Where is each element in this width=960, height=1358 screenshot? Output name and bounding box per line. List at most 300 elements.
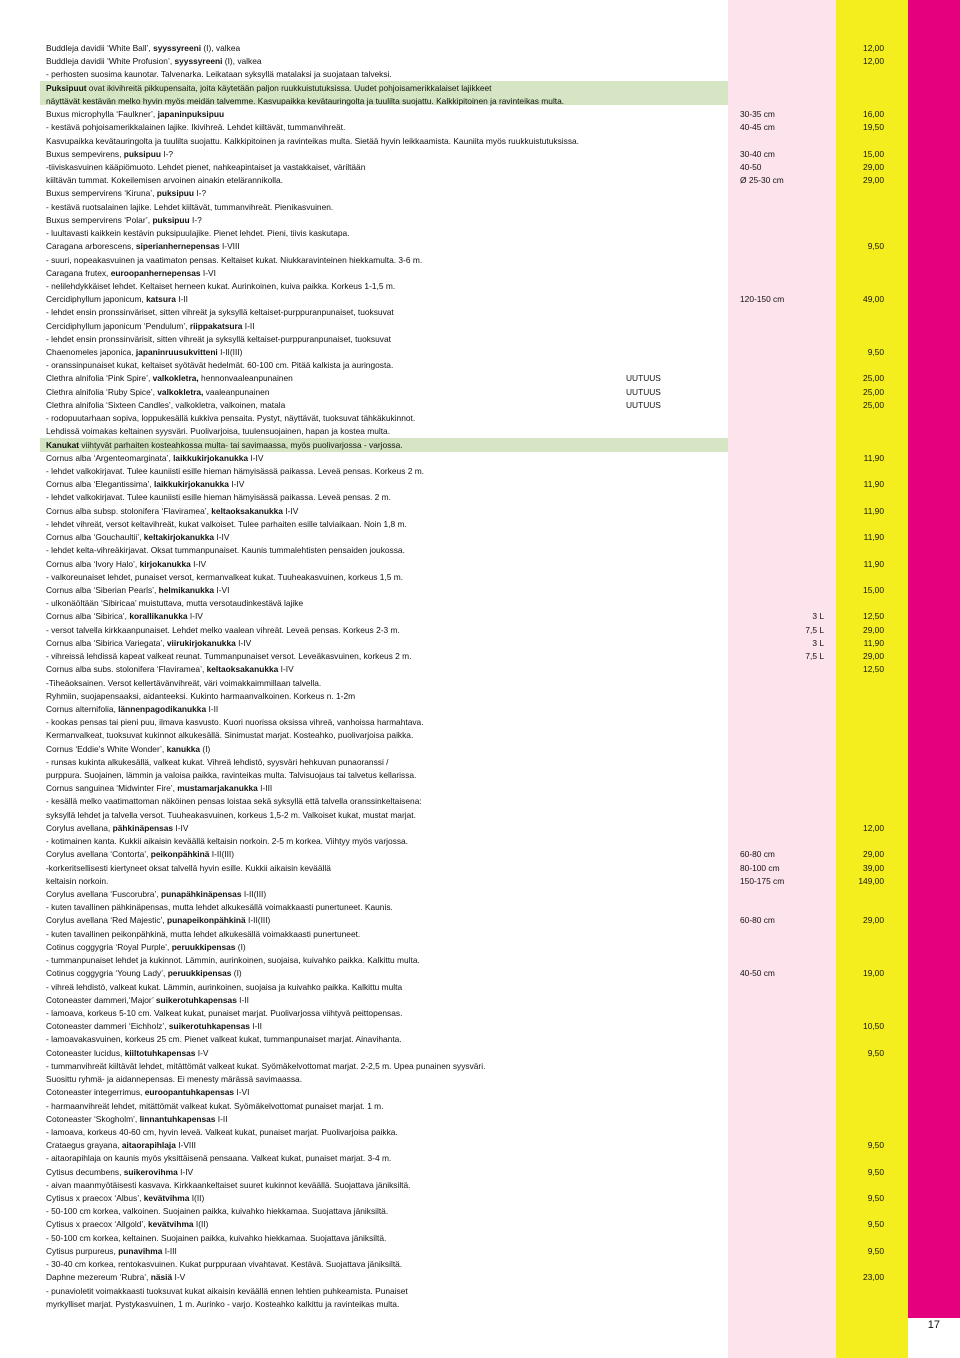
line-text-after: I-II xyxy=(215,1113,228,1124)
line-text-plain: Cercidiphyllum japonicum, xyxy=(46,294,147,305)
line-text xyxy=(46,967,726,980)
list-line xyxy=(0,280,960,293)
plant-common-name: kevätvihma xyxy=(143,1193,190,1204)
size-cell: 40-50 cm xyxy=(740,968,775,979)
size-cell: 7,5 L xyxy=(805,624,824,635)
line-text-plain: Cytisus purpureus, xyxy=(46,1245,119,1256)
line-text-after: I-VI xyxy=(214,584,230,595)
list-line xyxy=(0,1179,960,1192)
line-text-after: (I), valkea xyxy=(222,56,262,67)
line-text xyxy=(46,981,726,994)
price-cell: 49,00 xyxy=(863,294,884,305)
line-text-plain: Cotoneaster integerrimus, xyxy=(46,1087,145,1098)
plant-common-name: aitaorapihlaja xyxy=(121,1140,176,1151)
line-text xyxy=(46,716,726,729)
line-text xyxy=(46,1285,726,1298)
line-text xyxy=(46,1033,726,1046)
size-cell: 30-40 cm xyxy=(740,148,775,159)
line-text-plain: Corylus avellana ‘Contorta’, xyxy=(46,849,151,860)
line-text xyxy=(46,1232,726,1245)
line-text xyxy=(46,1073,726,1086)
line-text-plain: - lamoava, korkeus 40-60 cm, hyvin leveä. Valkeat kukat, punaiset marjat. Puolivarjoisa paikka. xyxy=(46,1126,398,1137)
line-text xyxy=(46,624,726,637)
line-text xyxy=(46,452,726,465)
size-cell: 60-80 cm xyxy=(740,849,775,860)
line-text-after: I(II) xyxy=(189,1193,205,1204)
line-text xyxy=(46,862,726,875)
list-line xyxy=(0,1007,960,1020)
price-cell: 11,90 xyxy=(863,452,884,463)
line-text xyxy=(46,1258,726,1271)
plant-common-name: japaninruusukvitteni xyxy=(135,347,218,358)
new-badge: UUTUUS xyxy=(626,373,661,384)
line-text-plain: Cornus sanguinea ‘Midwinter Fire’, xyxy=(46,783,178,794)
list-line xyxy=(0,888,960,901)
line-text-plain: Chaenomeles japonica, xyxy=(46,347,136,358)
line-text xyxy=(46,399,726,412)
list-line xyxy=(0,306,960,319)
line-text xyxy=(46,333,726,346)
line-text-plain: - vihreissä lehdissä kapeat valkeat reunat. Tummanpunaiset versot. Leveäkasvuinen, korkeus 2 m. xyxy=(46,651,412,662)
price-cell: 11,90 xyxy=(863,558,884,569)
line-text-plain: Cornus alba ‘Gouchaultii’, xyxy=(46,532,144,543)
price-cell: 12,50 xyxy=(863,611,884,622)
line-text xyxy=(46,1298,726,1311)
line-text-plain: Caragana arborescens, xyxy=(46,241,136,252)
price-cell: 29,00 xyxy=(863,651,884,662)
line-text-plain: -tiiviskasvuinen kääpiömuoto. Lehdet pienet, nahkeapintaiset ja vastakkaiset, väriltään xyxy=(46,161,366,172)
line-text-plain: - lehdet kelta-vihreäkirjavat. Oksat tummanpunaiset. Kaunis tummalehtisten pensaiden joukossa. xyxy=(46,545,405,556)
list-line xyxy=(0,1113,960,1126)
line-text-after: I(II) xyxy=(193,1219,209,1230)
list-line xyxy=(0,1285,960,1298)
line-text xyxy=(46,558,726,571)
line-text-plain: - kuten tavallinen pähkinäpensas, mutta lehdet alkukesällä voimakkaasti punertuneet. Kaunis. xyxy=(46,902,393,913)
line-text xyxy=(46,465,726,478)
line-text-plain: Buddleja davidii ‘White Ball’, xyxy=(46,43,154,53)
price-cell: 9,50 xyxy=(867,1245,884,1256)
line-text-after: I-IV xyxy=(248,452,264,463)
line-text-plain: - suuri, nopeakasvuinen ja vaatimaton pensas. Keltaiset kukat. Niukkaravinteinen hiekkamulta. 3-6 m. xyxy=(46,254,423,265)
list-line xyxy=(0,1100,960,1113)
line-text-after: I-III xyxy=(162,1245,177,1256)
list-line xyxy=(0,1126,960,1139)
price-cell: 9,50 xyxy=(867,1140,884,1151)
size-cell: 30-35 cm xyxy=(740,109,775,120)
list-line xyxy=(0,399,960,412)
line-text-plain: - perhosten suosima kaunotar. Talvenarka. Leikataan syksyllä matalaksi ja suojataan talveksi. xyxy=(46,69,392,80)
plant-common-name: kirjokanukka xyxy=(139,558,191,569)
line-text-plain: Kasvupaikka kevätauringolta ja tuulilta suojattu. Kalkkipitoinen ja ravinteikas multa. Sietää hyvin leikkaamista. Kauniita myös ruukkuistutuksissa. xyxy=(46,135,580,146)
line-text xyxy=(46,280,726,293)
list-line xyxy=(0,201,960,214)
line-text xyxy=(46,214,726,227)
line-text xyxy=(46,597,726,610)
line-text-plain: Cytisus x praecox ‘Allgold’, xyxy=(46,1219,148,1230)
line-text-plain: - aivan maanmyötäisesti kasvava. Kirkkaankeltaiset suuret kukinnot keväällä. Suojattava jäniksiltä. xyxy=(46,1179,411,1190)
plant-common-name: puksipuu xyxy=(123,148,161,159)
line-text-plain: Clethra alnifolia ‘Ruby Spice’, xyxy=(46,386,158,397)
plant-common-name: puksipuu xyxy=(152,214,190,225)
line-text-plain: purppura. Suojainen, lämmin ja valoisa paikka, ravinteikas multa. Talvisuojaus tai talvetus kellarissa. xyxy=(46,770,417,781)
list-line xyxy=(0,42,960,55)
list-line xyxy=(0,558,960,571)
line-text-after: I-? xyxy=(189,214,202,225)
list-line xyxy=(0,359,960,372)
price-cell: 9,50 xyxy=(867,347,884,358)
plant-common-name: laikkukirjokanukka xyxy=(154,479,229,490)
size-cell: 3 L xyxy=(812,637,824,648)
line-text-plain: keltaisin norkoin. xyxy=(46,875,109,886)
line-text xyxy=(46,1086,726,1099)
line-text xyxy=(46,1007,726,1020)
price-cell: 16,00 xyxy=(863,109,884,120)
list-line xyxy=(0,571,960,584)
line-text xyxy=(46,174,726,187)
list-line xyxy=(0,703,960,716)
line-text xyxy=(46,82,726,95)
line-text-after: ovat ikivihreitä pikkupensaita, joita käytetään paljon ruukkuistutuksissa. Uudet pohjoisamerikkalaiset lajikkeet xyxy=(86,82,492,93)
line-text xyxy=(46,994,726,1007)
list-line xyxy=(0,465,960,478)
line-text xyxy=(46,1126,726,1139)
line-text-after: I-VIII xyxy=(219,241,240,252)
list-line xyxy=(0,1086,960,1099)
line-text xyxy=(46,901,726,914)
line-text-after: I-VIII xyxy=(175,1140,196,1151)
list-line xyxy=(0,478,960,491)
price-cell: 15,00 xyxy=(863,584,884,595)
size-cell: 3 L xyxy=(812,611,824,622)
plant-common-name: suikerotuhkapensas xyxy=(155,994,237,1005)
plant-common-name: katsura xyxy=(146,294,176,305)
plant-common-name: näsiä xyxy=(150,1272,173,1283)
line-text-after: (I), valkea xyxy=(201,43,241,53)
price-cell: 12,50 xyxy=(863,664,884,675)
plant-common-name: peikonpähkinä xyxy=(150,849,210,860)
plant-common-name: kevätvihma xyxy=(147,1219,194,1230)
line-text-plain: Cornus alternifolia, xyxy=(46,703,119,714)
line-text-plain: Clethra alnifolia ‘Pink Spire’, xyxy=(46,373,153,384)
line-text-plain: - nelilehdykkäiset lehdet. Keltaiset herneen kukat. Aurinkoinen, kuiva paikka. Korkeus 1-1,5 m. xyxy=(46,280,396,291)
list-line xyxy=(0,174,960,187)
plant-common-name: laikkukirjokanukka xyxy=(173,452,249,463)
line-text xyxy=(46,267,726,280)
line-text-plain: Corylus avellana, xyxy=(46,822,113,833)
plant-common-name: lännenpagodikanukka xyxy=(118,703,207,714)
price-cell: 29,00 xyxy=(863,849,884,860)
line-text-plain: Cornus alba ‘Sibirica Variegata’, xyxy=(46,637,167,648)
list-line xyxy=(0,1192,960,1205)
plant-common-name: keltaoksakanukka xyxy=(206,664,279,675)
size-cell: 60-80 cm xyxy=(740,915,775,926)
line-text-after: (I) xyxy=(231,968,242,979)
plant-price-list xyxy=(0,42,960,1311)
line-text-plain: Cornus alba ‘Argenteomarginata’, xyxy=(46,452,174,463)
list-line xyxy=(0,901,960,914)
list-line xyxy=(0,1020,960,1033)
line-text xyxy=(46,888,726,901)
line-text-after: I-III xyxy=(257,783,273,794)
line-text xyxy=(46,571,726,584)
price-cell: 12,00 xyxy=(863,43,884,53)
list-line xyxy=(0,82,960,95)
line-text xyxy=(46,875,726,888)
line-text xyxy=(46,1020,726,1033)
list-line xyxy=(0,491,960,504)
line-text-plain: Crataegus grayana, xyxy=(46,1140,122,1151)
plant-common-name: suikerovihma xyxy=(123,1166,178,1177)
line-text xyxy=(46,782,726,795)
line-text xyxy=(46,835,726,848)
line-text-plain: Caragana frutex, xyxy=(46,267,111,278)
line-text xyxy=(46,677,726,690)
list-line xyxy=(0,1298,960,1311)
line-text-after: I-IV xyxy=(282,505,299,516)
list-line xyxy=(0,240,960,253)
line-text-plain: Suosittu ryhmä- ja aidannepensas. Ei menesty märässä savimaassa. xyxy=(46,1074,303,1085)
line-text xyxy=(46,359,726,372)
line-text xyxy=(46,293,726,306)
plant-common-name: peruukkipensas xyxy=(167,968,232,979)
plant-common-name: syyssyreeni xyxy=(153,43,202,53)
line-text-plain: - luultavasti kaikkein kestävin puksipuulajike. Pienet lehdet. Pieni, tiivis kaskutapa. xyxy=(46,228,350,239)
list-line xyxy=(0,1166,960,1179)
price-cell: 12,00 xyxy=(863,56,884,67)
line-text xyxy=(46,1100,726,1113)
list-line xyxy=(0,1271,960,1284)
list-line xyxy=(0,1245,960,1258)
list-line xyxy=(0,412,960,425)
size-cell: 7,5 L xyxy=(805,651,824,662)
line-text xyxy=(46,848,726,861)
plant-common-name: viirukirjokanukka xyxy=(166,637,236,648)
price-cell: 23,00 xyxy=(863,1272,884,1283)
list-line xyxy=(0,809,960,822)
line-text xyxy=(46,148,726,161)
plant-common-name: keltaoksakanukka xyxy=(211,505,283,516)
line-text-plain: Corylus avellana ‘Red Majestic’, xyxy=(46,915,168,926)
line-text-plain: Buddleja davidii ‘White Profusion’, xyxy=(46,56,175,67)
line-text xyxy=(46,121,726,134)
line-text-after: I-II xyxy=(249,1021,262,1032)
line-text-plain: - punavioletit voimakkaasti tuoksuvat kukat aikaisin keväällä ennen lehtien puhkeamista. Punaiset xyxy=(46,1285,408,1296)
list-line xyxy=(0,55,960,68)
plant-common-name: keltakirjokanukka xyxy=(143,532,215,543)
line-text-plain: - lehdet ensin pronssinväriset, sitten vihreät ja syksyllä keltaiset-purppuranpunaiset, tuoksuvat xyxy=(46,307,394,318)
plant-common-name: valkokletra, xyxy=(157,386,204,397)
line-text xyxy=(46,372,726,385)
list-line xyxy=(0,161,960,174)
line-text-plain: Cercidiphyllum japonicum ‘Pendulum’, xyxy=(46,320,190,331)
line-text-plain: - rodopuutarhaan sopiva, loppukesällä kukkiva pensaita. Pystyt, näyttävät, tuoksuvat tähkäkukinnot. xyxy=(46,413,416,424)
line-text xyxy=(46,135,726,148)
list-line xyxy=(0,835,960,848)
line-text-plain: Cotoneaster ‘Skogholm’, xyxy=(46,1113,140,1124)
line-text xyxy=(46,254,726,267)
plant-common-name: mustamarjakanukka xyxy=(177,783,258,794)
line-text-after: I-IV xyxy=(173,822,189,833)
plant-common-name: helmikanukka xyxy=(158,584,215,595)
price-cell: 9,50 xyxy=(867,1219,884,1230)
price-cell: 25,00 xyxy=(863,373,884,384)
line-text-plain: - lamoavakasvuinen, korkeus 25 cm. Pienet valkeat kukat, tummanpunaiset marjat. Ainavihanta. xyxy=(46,1034,402,1045)
list-line xyxy=(0,584,960,597)
new-badge: UUTUUS xyxy=(626,399,661,410)
list-line xyxy=(0,597,960,610)
line-text-after: I-II(III) xyxy=(217,347,243,358)
line-text-plain: - oranssinpunaiset kukat, keltaiset syötävät hedelmät. 60-100 cm. Pitää kalkista ja auringosta. xyxy=(46,360,394,371)
line-text xyxy=(46,478,726,491)
line-text-plain: Cotoneaster dammeri ‘Eichholz’, xyxy=(46,1021,169,1032)
list-line xyxy=(0,439,960,452)
list-line xyxy=(0,743,960,756)
line-text xyxy=(46,1271,726,1284)
line-text-plain: kiiltävän tummat. Kokeilemisen arvoinen ainakin etelärannikolla. xyxy=(46,175,283,186)
line-text xyxy=(46,954,726,967)
line-text xyxy=(46,756,726,769)
line-text-plain: - valkoreunaiset lehdet, punaiset versot, kermanvalkeat kukat. Tuuheakasvuinen, korkeus 1,5 m. xyxy=(46,571,404,582)
line-text xyxy=(46,108,726,121)
line-text xyxy=(46,412,726,425)
size-cell: Ø 25-30 cm xyxy=(740,175,784,186)
line-text xyxy=(46,610,726,623)
line-text-plain: Cornus alba ‘Sibirica’, xyxy=(46,611,130,622)
list-line xyxy=(0,769,960,782)
list-line xyxy=(0,782,960,795)
list-line xyxy=(0,677,960,690)
line-text-after: I-II xyxy=(236,994,249,1005)
plant-common-name: syyssyreeni xyxy=(174,56,223,67)
plant-common-name: kanukka xyxy=(166,743,201,754)
list-line xyxy=(0,227,960,240)
price-cell: 9,50 xyxy=(867,1193,884,1204)
line-text-plain: - lamoava, korkeus 5-10 cm. Valkeat kukat, punaiset marjat. Puolivarjossa viihtyvä peittopensas. xyxy=(46,1007,403,1018)
line-text-plain: Cornus alba ‘Elegantissima’, xyxy=(46,479,154,490)
line-text-plain: Cornus alba ‘Ivory Halo’, xyxy=(46,558,140,569)
list-line xyxy=(0,425,960,438)
line-text-plain: - lehdet ensin pronssinvärisit, sitten vihreät ja syksyllä keltaiset-purppuranpunaiset, tuoksuvat xyxy=(46,333,391,344)
list-line xyxy=(0,320,960,333)
line-text-after: vaaleanpunainen xyxy=(203,386,270,397)
line-text xyxy=(46,769,726,782)
price-cell: 19,50 xyxy=(863,122,884,133)
line-text-after: I-II(III) xyxy=(241,889,267,899)
list-line xyxy=(0,875,960,888)
list-line xyxy=(0,795,960,808)
plant-common-name: siperianhernepensas xyxy=(135,241,220,252)
line-text-plain: - 50-100 cm korkea, keltainen. Suojainen paikka, kuivahko hiekkamaa. Suojattava jäniksiltä. xyxy=(46,1232,387,1243)
line-text-after: I-II(III) xyxy=(209,849,235,860)
list-line xyxy=(0,716,960,729)
line-text-plain: - harmaanvihreät lehdet, mitättömät valkeat kukat. Syömäkelvottomat punaiset marjat. 1 m. xyxy=(46,1100,384,1111)
line-text-plain: Lehdissä voimakas keltainen syysväri. Puolivarjoisa, tuulensuojainen, hapan ja kostea multa. xyxy=(46,426,391,437)
list-line xyxy=(0,822,960,835)
line-text xyxy=(46,1113,726,1126)
list-line xyxy=(0,756,960,769)
plant-common-name: japaninpuksipuu xyxy=(157,109,225,120)
price-cell: 9,50 xyxy=(867,241,884,252)
price-cell: 149,00 xyxy=(858,875,884,886)
list-line xyxy=(0,650,960,663)
line-text xyxy=(46,941,726,954)
line-text-after: I-IV xyxy=(228,479,245,490)
line-text-plain: - kookas pensas tai pieni puu, ilmava kasvusto. Kuori nuorissa oksissa vihreä, vanhoissa harmahtava. xyxy=(46,717,424,728)
price-cell: 39,00 xyxy=(863,862,884,873)
price-cell: 11,90 xyxy=(863,479,884,490)
line-text xyxy=(46,187,726,200)
price-cell: 9,50 xyxy=(867,1166,884,1177)
line-text-plain: Cotoneaster dammeri,‘Major’ xyxy=(46,994,156,1005)
list-line xyxy=(0,386,960,399)
price-cell: 29,00 xyxy=(863,161,884,172)
line-text xyxy=(46,320,726,333)
price-cell: 12,00 xyxy=(863,822,884,833)
list-line xyxy=(0,505,960,518)
price-cell: 29,00 xyxy=(863,175,884,186)
line-text xyxy=(46,637,726,650)
list-line xyxy=(0,1139,960,1152)
line-text xyxy=(46,690,726,703)
line-text-after: I-II(III) xyxy=(245,915,271,926)
line-text xyxy=(46,928,726,941)
list-line xyxy=(0,1152,960,1165)
plant-common-name: Kanukat xyxy=(46,439,80,450)
line-text-plain: Clethra alnifolia ‘Sixteen Candles’, valkokletra, valkoinen, matala xyxy=(46,399,286,410)
plant-common-name: pähkinäpensas xyxy=(112,822,174,833)
list-line xyxy=(0,346,960,359)
line-text-plain: - runsas kukinta alkukesällä, valkeat kukat. Vihreä lehdistö, syysväri hehkuvan punaoranssi / xyxy=(46,756,389,767)
line-text xyxy=(46,42,726,55)
price-cell: 11,90 xyxy=(863,532,884,543)
list-line xyxy=(0,1218,960,1231)
list-line xyxy=(0,333,960,346)
line-text-plain: Cotinus coggygria ‘Young Lady’, xyxy=(46,968,168,979)
list-line xyxy=(0,862,960,875)
list-line xyxy=(0,994,960,1007)
line-text-plain: -Tiheäoksainen. Versot kellertävänvihreät, väri voimakkaimmillaan talvella. xyxy=(46,677,322,688)
list-line xyxy=(0,121,960,134)
line-text xyxy=(46,1179,726,1192)
line-text-plain: - tummanvihreät kiiltävät lehdet, mitättömät valkeat kukat. Syömäkelvottomat marjat. 2-2,5 m. Upea punainen syysväri. xyxy=(46,1060,486,1071)
line-text xyxy=(46,439,726,452)
line-text xyxy=(46,1205,726,1218)
list-line xyxy=(0,1047,960,1060)
line-text-plain: Buxus sempevirens, xyxy=(46,148,124,159)
list-line xyxy=(0,637,960,650)
line-text-plain: - lehdet vihreät, versot keltavihreät, kukat valkoiset. Tulee parhaiten esille talviaikaan. Noin 1,8 m. xyxy=(46,518,407,529)
list-line xyxy=(0,967,960,980)
list-line xyxy=(0,1073,960,1086)
line-text-plain: Cotoneaster lucidus, xyxy=(46,1047,125,1058)
price-cell: 29,00 xyxy=(863,915,884,926)
line-text-plain: - 30-40 cm korkea, rentokasvuinen. Kukat purppuraan vivahtavat. Kestävä. Suojattava jäniksiltä. xyxy=(46,1259,403,1270)
price-cell: 25,00 xyxy=(863,399,884,410)
line-text-plain: Buxus microphylla ‘Faulkner’, xyxy=(46,109,158,120)
line-text xyxy=(46,201,726,214)
line-text xyxy=(46,95,726,108)
line-text xyxy=(46,1192,726,1205)
line-text xyxy=(46,584,726,597)
line-text xyxy=(46,1218,726,1231)
size-cell: 120-150 cm xyxy=(740,294,785,305)
plant-common-name: kiiltotuhkapensas xyxy=(124,1047,196,1058)
line-text xyxy=(46,505,726,518)
line-text-after: I-? xyxy=(160,148,174,159)
list-line xyxy=(0,928,960,941)
price-cell: 11,90 xyxy=(863,637,884,648)
size-cell: 80-100 cm xyxy=(740,862,780,873)
